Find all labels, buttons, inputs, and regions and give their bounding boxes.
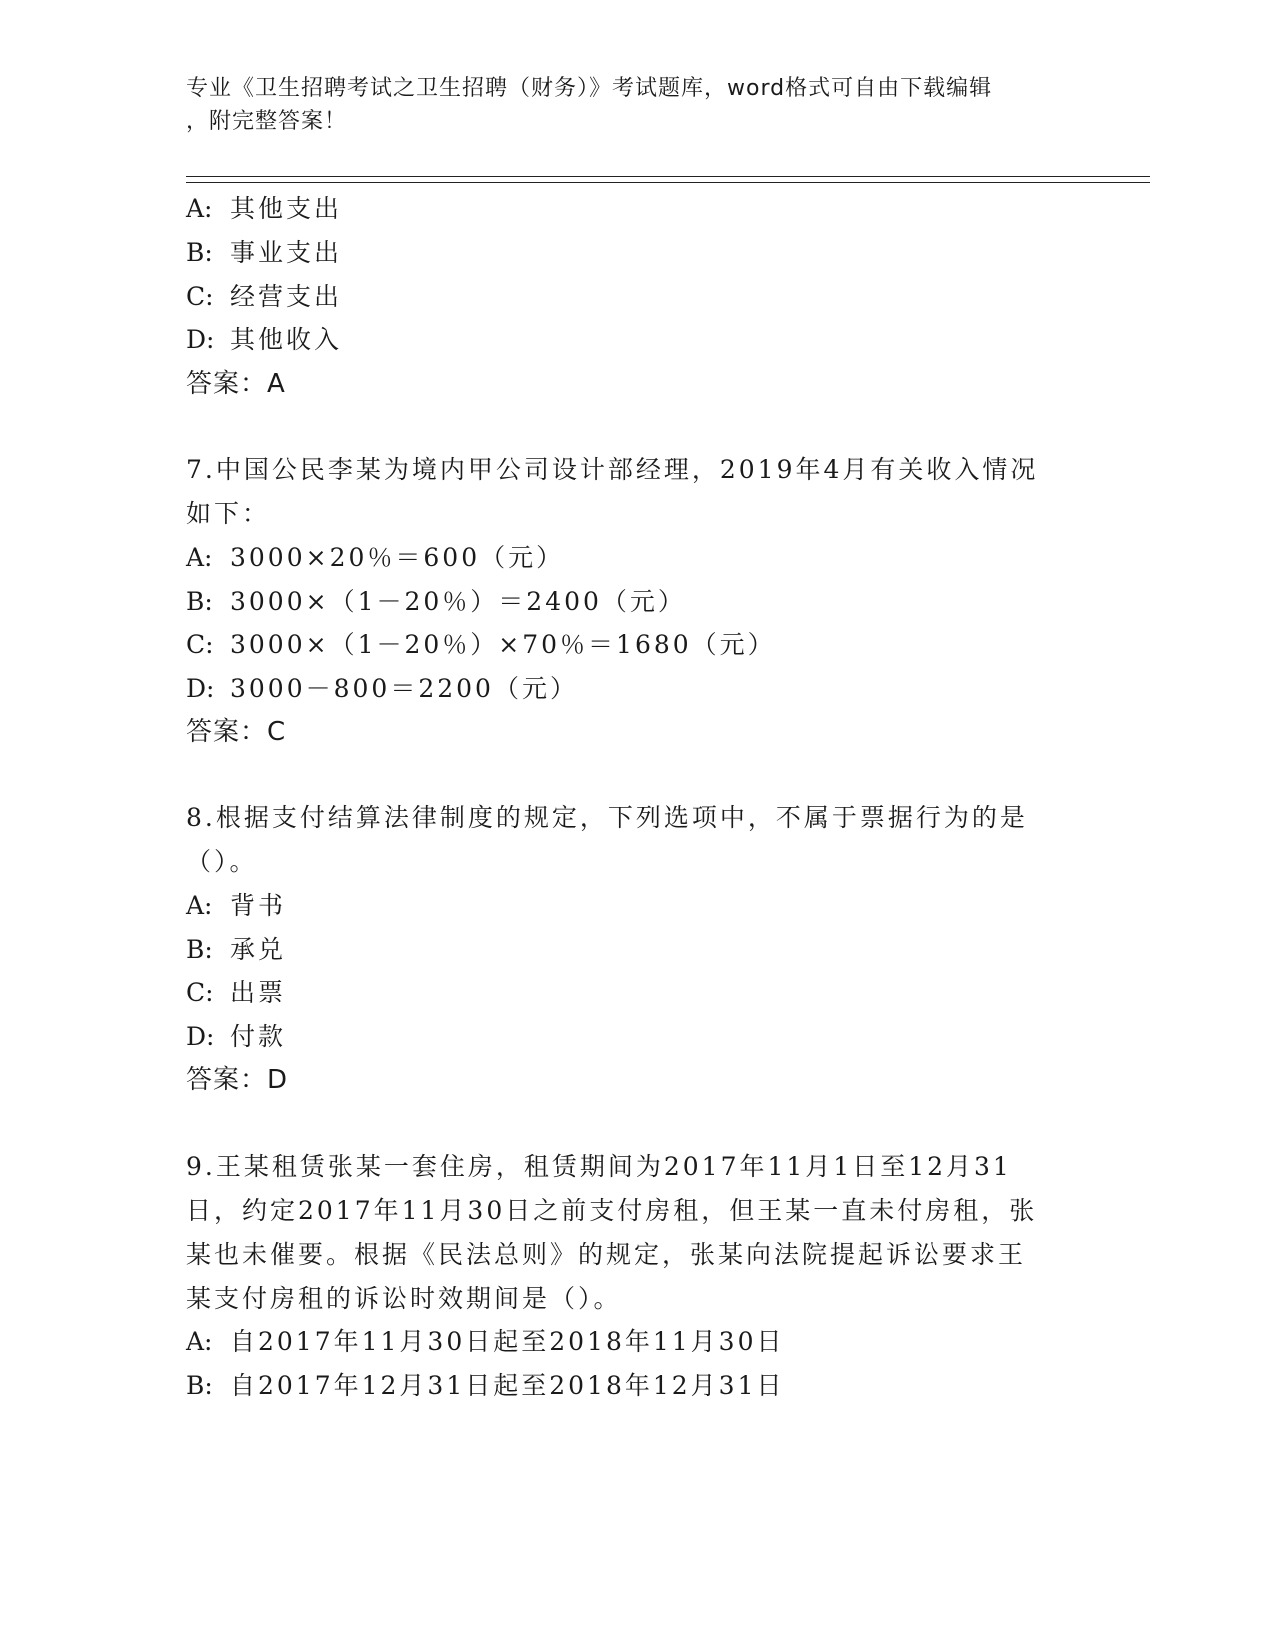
option-d	[186, 1014, 286, 1060]
option-label: D:	[186, 325, 215, 354]
option-label: B:	[186, 1371, 213, 1400]
option-label: C:	[186, 630, 214, 659]
option-c	[186, 274, 342, 320]
option-b	[186, 579, 686, 625]
option-text: 自2017年12月31日起至2018年12月31日	[230, 1371, 785, 1400]
option-d	[186, 317, 342, 363]
option-text: 出票	[230, 978, 287, 1007]
question-7-text-line-1: 7.中国公民李某为境内甲公司设计部经理，2019年4月有关收入情况	[186, 455, 1039, 484]
option-text: 3000×20％＝600（元）	[230, 543, 565, 572]
question-7-text-line-2: 如下：	[186, 499, 271, 528]
header-line-1: 专业《卫生招聘考试之卫生招聘（财务）》考试题库，word格式可自由下载编辑	[186, 76, 993, 101]
answer: 答案：A	[186, 369, 286, 399]
question-9-text-line-3: 某也未催要。根据《民法总则》的规定，张某向法院提起诉讼要求王	[186, 1240, 1027, 1269]
option-label: C:	[186, 978, 214, 1007]
option-a	[186, 535, 564, 581]
option-text: 承兑	[230, 935, 287, 964]
option-label: B:	[186, 935, 213, 964]
option-text: 3000×（1－20％）×70％＝1680（元）	[230, 630, 776, 659]
option-text: 其他支出	[230, 194, 343, 223]
question-8-text-line-1: 8.根据支付结算法律制度的规定，下列选项中，不属于票据行为的是	[186, 803, 1028, 832]
option-label: D:	[186, 674, 215, 703]
option-text: 3000－800＝2200（元）	[230, 674, 578, 703]
document-header	[186, 72, 1066, 138]
header-divider-top	[186, 176, 1150, 177]
option-label: B:	[186, 587, 213, 616]
option-text: 背书	[230, 891, 287, 920]
option-text: 自2017年11月30日起至2018年11月30日	[230, 1327, 785, 1356]
option-label: A:	[186, 543, 213, 572]
option-b	[186, 230, 342, 276]
option-text: 3000×（1－20％）＝2400（元）	[230, 587, 686, 616]
answer: 答案：D	[186, 1065, 289, 1095]
option-text: 经营支出	[230, 282, 343, 311]
option-c	[186, 622, 776, 668]
question-9-text-line-4: 某支付房租的诉讼时效期间是（）。	[186, 1284, 622, 1313]
option-a	[186, 883, 286, 929]
option-text: 事业支出	[230, 238, 343, 267]
header-line-2: ，附完整答案！	[186, 109, 348, 134]
header-divider-bottom	[186, 182, 1150, 183]
option-a	[186, 186, 342, 232]
option-d	[186, 666, 578, 712]
option-label: B:	[186, 238, 213, 267]
answer: 答案：C	[186, 717, 287, 747]
option-label: A:	[186, 194, 213, 223]
question-9-text-line-2: 日，约定2017年11月30日之前支付房租，但王某一直未付房租，张	[186, 1196, 1038, 1225]
option-c	[186, 970, 286, 1016]
option-text: 其他收入	[230, 325, 343, 354]
option-label: A:	[186, 891, 213, 920]
option-text: 付款	[230, 1022, 287, 1051]
question-9-text-line-1: 9.王某租赁张某一套住房，租赁期间为2017年11月1日至12月31	[186, 1152, 1012, 1181]
option-b	[186, 1363, 785, 1409]
option-label: D:	[186, 1022, 215, 1051]
option-label: A:	[186, 1327, 213, 1356]
option-label: C:	[186, 282, 214, 311]
question-8-text-line-2: （）。	[186, 847, 258, 876]
option-b	[186, 927, 286, 973]
option-a	[186, 1319, 785, 1365]
